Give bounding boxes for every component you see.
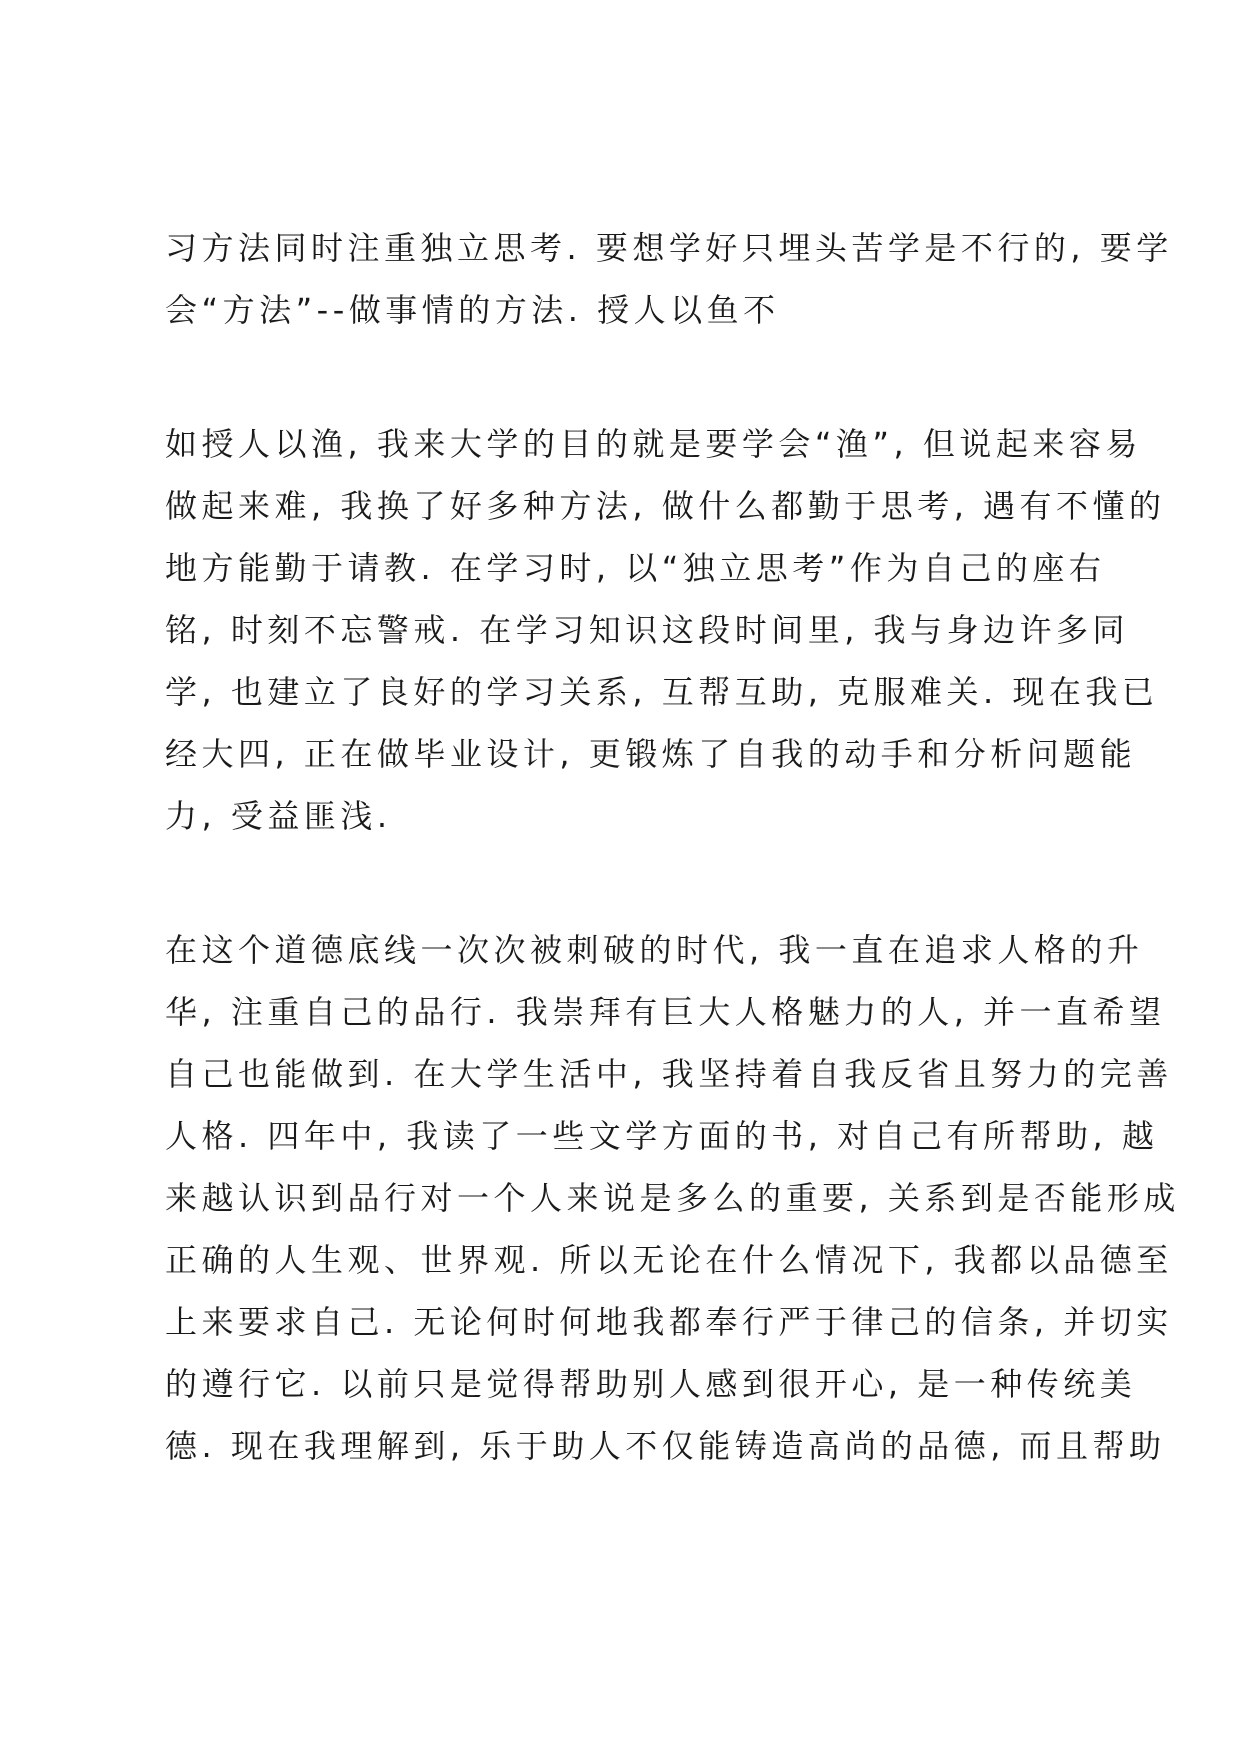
- paragraph-3-line-1: 在这个道德底线一次次被刺破的时代, 我一直在追求人格的升: [165, 931, 1144, 969]
- paragraph-2-line-6: 经大四, 正在做毕业设计, 更锻炼了自我的动手和分析问题能: [165, 735, 1137, 773]
- paragraph-3-line-6: 正确的人生观、世界观. 所以无论在什么情况下, 我都以品德至: [165, 1241, 1173, 1279]
- paragraph-3-line-9: 德. 现在我理解到, 乐于助人不仅能铸造高尚的品德, 而且帮助: [165, 1427, 1166, 1465]
- paragraph-1-line-1: 习方法同时注重独立思考. 要想学好只埋头苦学是不行的, 要学: [165, 229, 1173, 267]
- paragraph-3-line-4: 人格. 四年中, 我读了一些文学方面的书, 对自己有所帮助, 越: [165, 1117, 1159, 1155]
- paragraph-1-line-2: 会“方法”--做事情的方法. 授人以鱼不: [165, 291, 780, 329]
- paragraph-3-line-3: 自己也能做到. 在大学生活中, 我坚持着自我反省且努力的完善: [165, 1055, 1173, 1093]
- paragraph-2-line-3: 地方能勤于请教. 在学习时, 以“独立思考”作为自己的座右: [165, 549, 1106, 587]
- paragraph-2-line-7: 力, 受益匪浅.: [165, 797, 392, 835]
- paragraph-3-line-8: 的遵行它. 以前只是觉得帮助别人感到很开心, 是一种传统美: [165, 1365, 1137, 1403]
- paragraph-2-line-4: 铭, 时刻不忘警戒. 在学习知识这段时间里, 我与身边许多同: [165, 611, 1130, 649]
- paragraph-2-line-2: 做起来难, 我换了好多种方法, 做什么都勤于思考, 遇有不懂的: [165, 487, 1166, 525]
- paragraph-2-line-1: 如授人以渔, 我来大学的目的就是要学会“渔”, 但说起来容易: [165, 425, 1142, 463]
- paragraph-3-line-2: 华, 注重自己的品行. 我崇拜有巨大人格魅力的人, 并一直希望: [165, 993, 1166, 1031]
- paragraph-2-line-5: 学, 也建立了良好的学习关系, 互帮互助, 克服难关. 现在我已: [165, 673, 1159, 711]
- paragraph-3-line-7: 上来要求自己. 无论何时何地我都奉行严于律己的信条, 并切实: [165, 1303, 1173, 1341]
- paragraph-3-line-5: 来越认识到品行对一个人来说是多么的重要, 关系到是否能形成: [165, 1179, 1180, 1217]
